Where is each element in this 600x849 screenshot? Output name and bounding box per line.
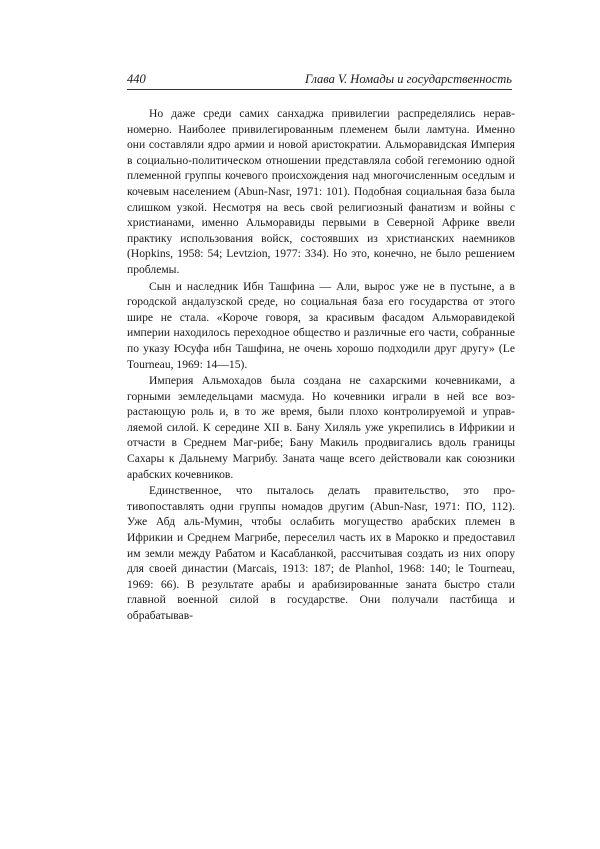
page-number: 440	[127, 72, 146, 86]
body-text	[127, 106, 515, 625]
header-rule	[127, 89, 512, 90]
paragraph-3: Империя Альмохадов была создана не сахарскими кочевниками, а горными земледельцами масмуда. Но кочевники играли в ней все возрастающую роль и, в то же время, были плохо контролируемой и управляемой силой. К середине XII в. Бану Хиляль уже укрепились в Ифрикии и отчасти в Среднем Маг-рибе; Бану Макиль продвигались вдоль границы Сахары к Дальнему Магрибу. Заната чаще всего действовали как союзники арабских кочевников.	[127, 374, 515, 481]
paragraph-1: Но даже среди самих санхаджа привилегии распределялись неравномерно. Наиболее привилегированным племенем были ламтуна. Именно они составляли ядро армии и новой аристократии. Альморавидская Империя в социально-политическом отношении представляла собой гегемонию одной племенной группы кочевого происхождения над многочисленным оседлым и кочевым населением (Abun-Nasr, 1971: 101). Подобная социальная база была слишком узкой. Несмотря на весь свой религиозный фанатизм и войны с христианами, именно Альморавиды первыми в Северной Африке ввели практику использования войск, состоявших из христианских наемников (Hopkins, 1958: 54; Levtzion, 1977: 334). Но это, конечно, не было решением проблемы.	[127, 107, 515, 276]
paragraph-4: Единственное, что пыталось делать правительство, это противопоставлять одни группы номадов другим (Abun-Nasr, 1971: ПО, 112). Уже Абд аль-Мумин, чтобы ослабить могущество арабских племен в Ифрикии и Среднем Магрибе, переселил часть их в Марокко и предоставил им земли между Рабатом и Касабланкой, рассчитывая создать из них опору для своей династии (Marcais, 1913: 187; de Planhol, 1968: 140; le Tourneau, 1969: 66). В результате арабы и арабизированные заната быстро стали главной военной силой в государстве. Они получали пастбища и обрабатывав-	[127, 484, 515, 622]
paragraph-2: Сын и наследник Ибн Ташфина — Али, вырос уже не в пустыне, а в городской андалузской среде, но социальная база его государства от этого шире не стала. «Короче говоря, за красивым фасадом Альморавидекой империи находилось переходное общество и различные его части, собранные по указу Юсуфа ибн Ташфина, не очень хорошо подходили друг другу» (Le Tourneau, 1969: 14—15).	[127, 279, 515, 371]
running-head	[127, 70, 512, 88]
chapter-title: Глава V. Номады и государственность	[305, 72, 512, 86]
